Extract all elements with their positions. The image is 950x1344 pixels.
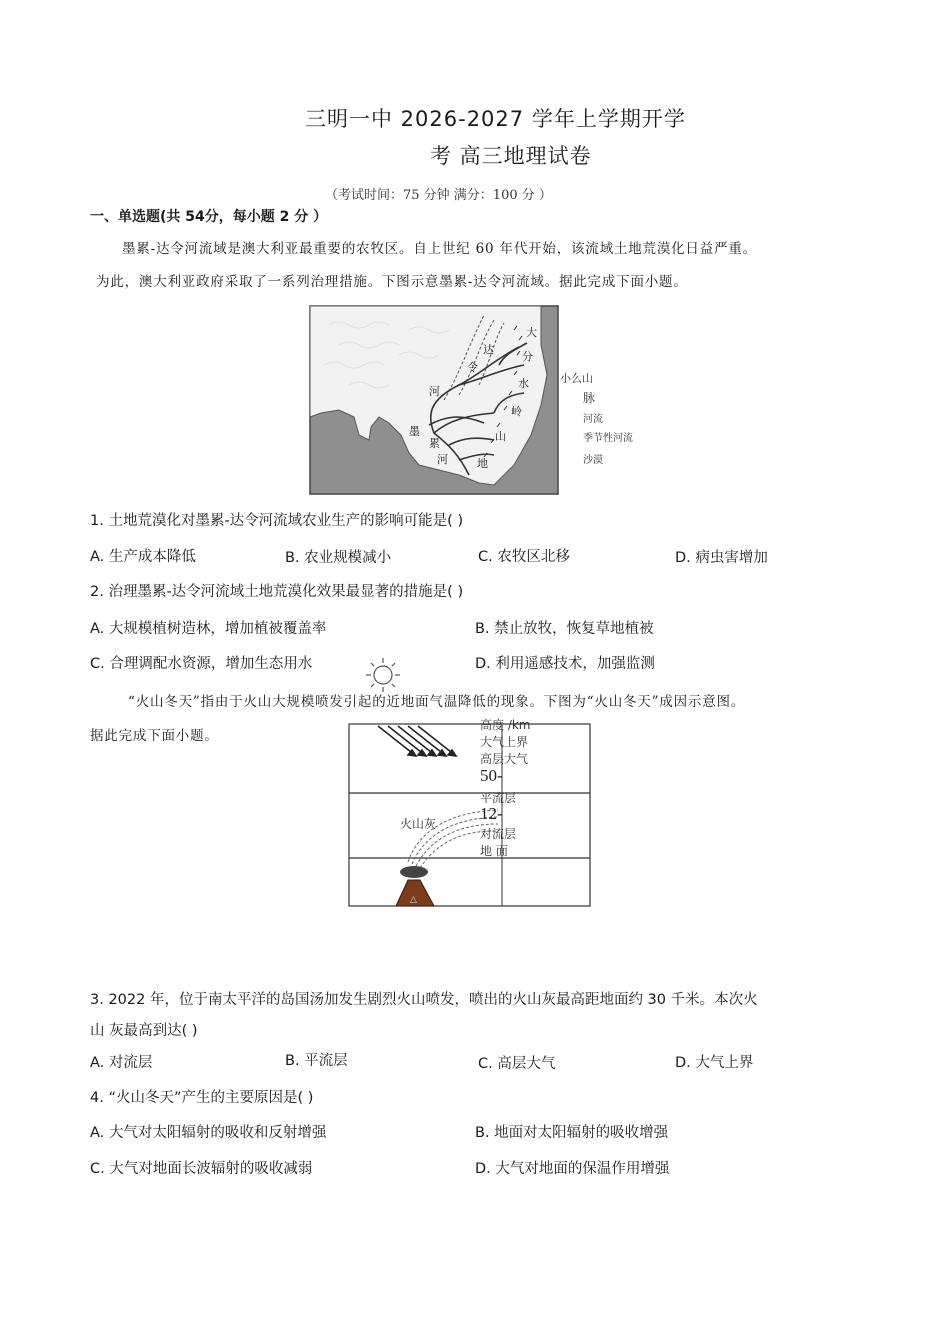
question-3-option-d[interactable]: D. 大气上界 — [675, 1055, 754, 1071]
legend-mountains-2: 脉 — [583, 391, 596, 405]
passage2-line2: 据此完成下面小题。 — [90, 728, 219, 744]
question-3-stem-line2: 山 灰最高到达( ) — [90, 1023, 198, 1039]
map-label: 山 — [495, 430, 506, 443]
map-label: 达 — [483, 343, 494, 356]
question-1-option-a[interactable]: A. 生产成本降低 — [90, 549, 196, 565]
map-label: 令 — [467, 361, 478, 374]
question-1-stem: 1. 土地荒漠化对墨累-达令河流域农业生产的影响可能是( ) — [90, 513, 464, 529]
svg-text:△: △ — [410, 895, 417, 905]
question-1-option-c[interactable]: C. 农牧区北移 — [478, 549, 570, 565]
map-label: 墨 — [409, 425, 420, 438]
question-4-option-c[interactable]: C. 大气对地面长波辐射的吸收减弱 — [90, 1161, 313, 1177]
exam-info: （考试时间：75 分钟 满分：100 分 ） — [325, 188, 552, 203]
exam-title-line1: 三明一中 2026-2027 学年上学期开学 — [305, 107, 686, 131]
map-label: 分 — [522, 350, 533, 363]
question-3-option-c[interactable]: C. 高层大气 — [478, 1056, 556, 1072]
question-4-stem: 4. “火山冬天”产生的主要原因是( ) — [90, 1090, 314, 1106]
question-2-option-b[interactable]: B. 禁止放牧，恢复草地植被 — [475, 621, 654, 637]
map-label: 大 — [526, 326, 537, 339]
question-4-option-b[interactable]: B. 地面对太阳辐射的吸收增强 — [475, 1125, 669, 1141]
map-label: 河 — [437, 453, 448, 466]
tick-12-label: 12- — [480, 804, 503, 823]
legend-river: 河流 — [583, 414, 603, 425]
map-label: 累 — [429, 437, 440, 450]
map-label: 河 — [429, 385, 440, 398]
question-2-option-a[interactable]: A. 大规模植树造林，增加植被覆盖率 — [90, 621, 327, 637]
question-1-option-d[interactable]: D. 病虫害增加 — [675, 550, 768, 566]
troposphere-label: 对流层 — [480, 827, 517, 841]
question-3-option-a[interactable]: A. 对流层 — [90, 1055, 153, 1071]
murray-darling-map — [309, 305, 559, 495]
sun-icon — [364, 656, 402, 694]
map-label: 水 — [518, 377, 529, 390]
map-label: 岭 — [511, 405, 522, 418]
question-1-option-b[interactable]: B. 农业规模减小 — [285, 550, 392, 566]
question-3-stem-line1: 3. 2022 年，位于南太平洋的岛国汤加发生剧烈火山喷发，喷出的火山灰最高距地面约 30 千米。本次火 — [90, 992, 758, 1008]
ground-label: 地 面 — [480, 844, 508, 858]
question-2-stem: 2. 治理墨累-达令河流域土地荒漠化效果最显著的措施是( ) — [90, 584, 464, 600]
legend-seasonal-river: 季节性河流 — [583, 433, 633, 444]
map-svg — [309, 305, 559, 495]
upper-boundary-label: 大气上界 — [480, 735, 529, 749]
legend-mountains-1: 小么山 — [560, 372, 593, 385]
section-heading: 一、单选题(共 54分，每小题 2 分 ） — [90, 209, 328, 225]
legend-desert: 沙漠 — [583, 455, 603, 466]
passage1-line1: 墨累-达令河流域是澳大利亚最重要的农牧区。自上世纪 60 年代开始，该流域土地荒漠化日益严重。 — [122, 241, 757, 257]
question-2-option-c[interactable]: C. 合理调配水资源，增加生态用水 — [90, 656, 313, 672]
stratosphere-label: 平流层 — [480, 791, 517, 805]
tick-50-label: 50- — [480, 766, 503, 785]
question-4-option-d[interactable]: D. 大气对地面的保温作用增强 — [475, 1161, 670, 1177]
volcanic-winter-diagram — [348, 722, 594, 908]
map-label: 地 — [477, 457, 488, 470]
axis-height-label: 高度 /km — [480, 718, 531, 732]
upper-atmosphere-label: 高层大气 — [480, 752, 529, 766]
question-2-option-d[interactable]: D. 利用遥感技术，加强监测 — [475, 656, 655, 672]
volcanic-ash-label: 火山灰 — [400, 817, 437, 831]
passage1-line2: 为此，澳大利亚政府采取了一系列治理措施。下图示意墨累-达令河流域。据此完成下面小题。 — [96, 274, 688, 290]
passage2-line1: “火山冬天”指由于火山大规模喷发引起的近地面气温降低的现象。下图为“火山冬天”成因示意图。 — [128, 694, 746, 710]
question-4-option-a[interactable]: A. 大气对太阳辐射的吸收和反射增强 — [90, 1125, 327, 1141]
exam-title-line2: 考 高三地理试卷 — [430, 144, 592, 168]
question-3-option-b[interactable]: B. 平流层 — [285, 1053, 348, 1069]
